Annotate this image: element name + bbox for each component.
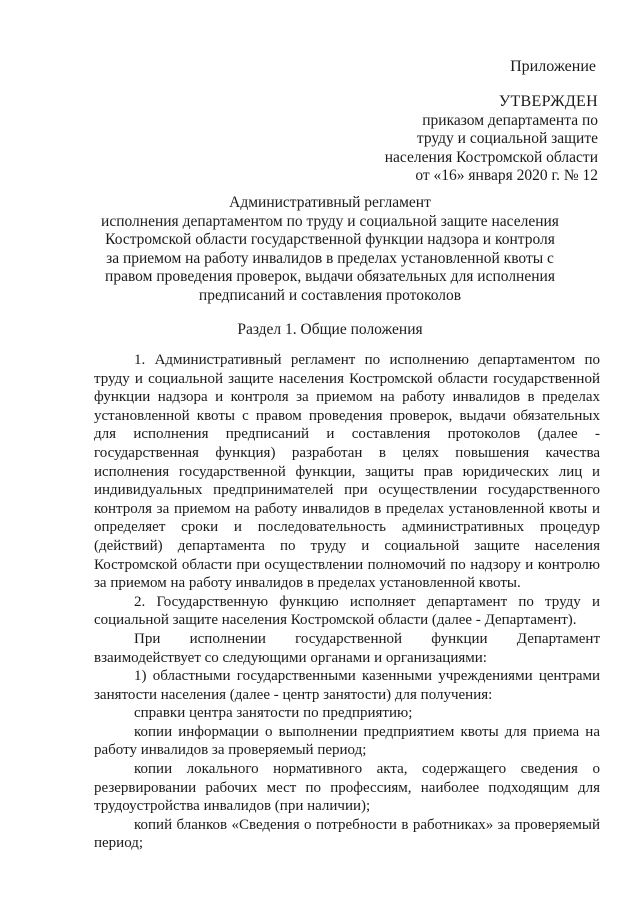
paragraph: копий бланков «Сведения о потребности в работниках» за проверяемый период; <box>94 816 600 852</box>
title-line: за приемом на работу инвалидов в пределах установленной квоты с <box>106 249 554 267</box>
title-line: предписаний и составления протоколов <box>198 286 462 304</box>
paragraph: копии локального нормативного акта, содержащего сведения о резервировании рабочих мест по профессиям, наиболее подходящим для трудоустройства инвалидов (при наличии); <box>94 761 600 815</box>
document-title <box>60 194 600 305</box>
approval-stamp <box>385 93 598 186</box>
approval-date-line: от «16» января 2020 г. № 12 <box>415 167 598 184</box>
title-line: Костромской области государственной функции надзора и контроля <box>105 231 555 248</box>
paragraph: 1. Административный регламент по исполнению департаментом по труду и социальной защите населения Костромской области государственной функции надзора и контроля за приемом на работу инвалидов в пределах установленной квоты с правом проведения проверок, выдачи обязательных для исполнения предписаний и составления протоколов (далее - государственная функция) разработан в целях повышения качества исполнения государственной функции, защиты прав юридических лиц и индивидуальных предпринимателей при осуществлении государственного контроля за приемом на работу инвалидов в пределах установленной квоты и определяет сроки и последовательность административных процедур (действий) департамента по труду и социальной защите населения Костромской области при осуществлении полномочий по надзору и контролю за приемом на работу инвалидов в пределах установленной квоты. <box>94 352 600 592</box>
title-line: правом проведения проверок, выдачи обязательных для исполнения <box>105 268 555 285</box>
paragraph: 2. Государственную функцию исполняет департамент по труду и социальной защите населения Костромской области (далее - Департамент). <box>94 593 600 629</box>
appendix-label: Приложение <box>510 58 596 75</box>
paragraph: копии информации о выполнении предприятием квоты для приема на работу инвалидов за проверяемый период; <box>94 723 600 759</box>
paragraph: справки центра занятости по предприятию; <box>134 705 413 722</box>
approval-line: приказом департамента по <box>422 111 598 129</box>
paragraph: При исполнении государственной функции Департамент взаимодействует со следующими органами и организациями: <box>94 630 600 666</box>
section-heading: Раздел 1. Общие положения <box>237 321 423 338</box>
approved-label: УТВЕРЖДЕН <box>498 93 598 110</box>
title-line: исполнения департаментом по труду и социальной защите населения <box>101 212 559 230</box>
title-line: Административный регламент <box>229 194 431 211</box>
paragraph: 1) областными государственными казенными учреждениями центрами занятости населения (далее - центр занятости) для получения: <box>94 668 600 703</box>
document-body <box>94 351 600 853</box>
approval-line: населения Костромской области <box>384 148 598 166</box>
approval-line: труду и социальной защите <box>416 130 598 147</box>
